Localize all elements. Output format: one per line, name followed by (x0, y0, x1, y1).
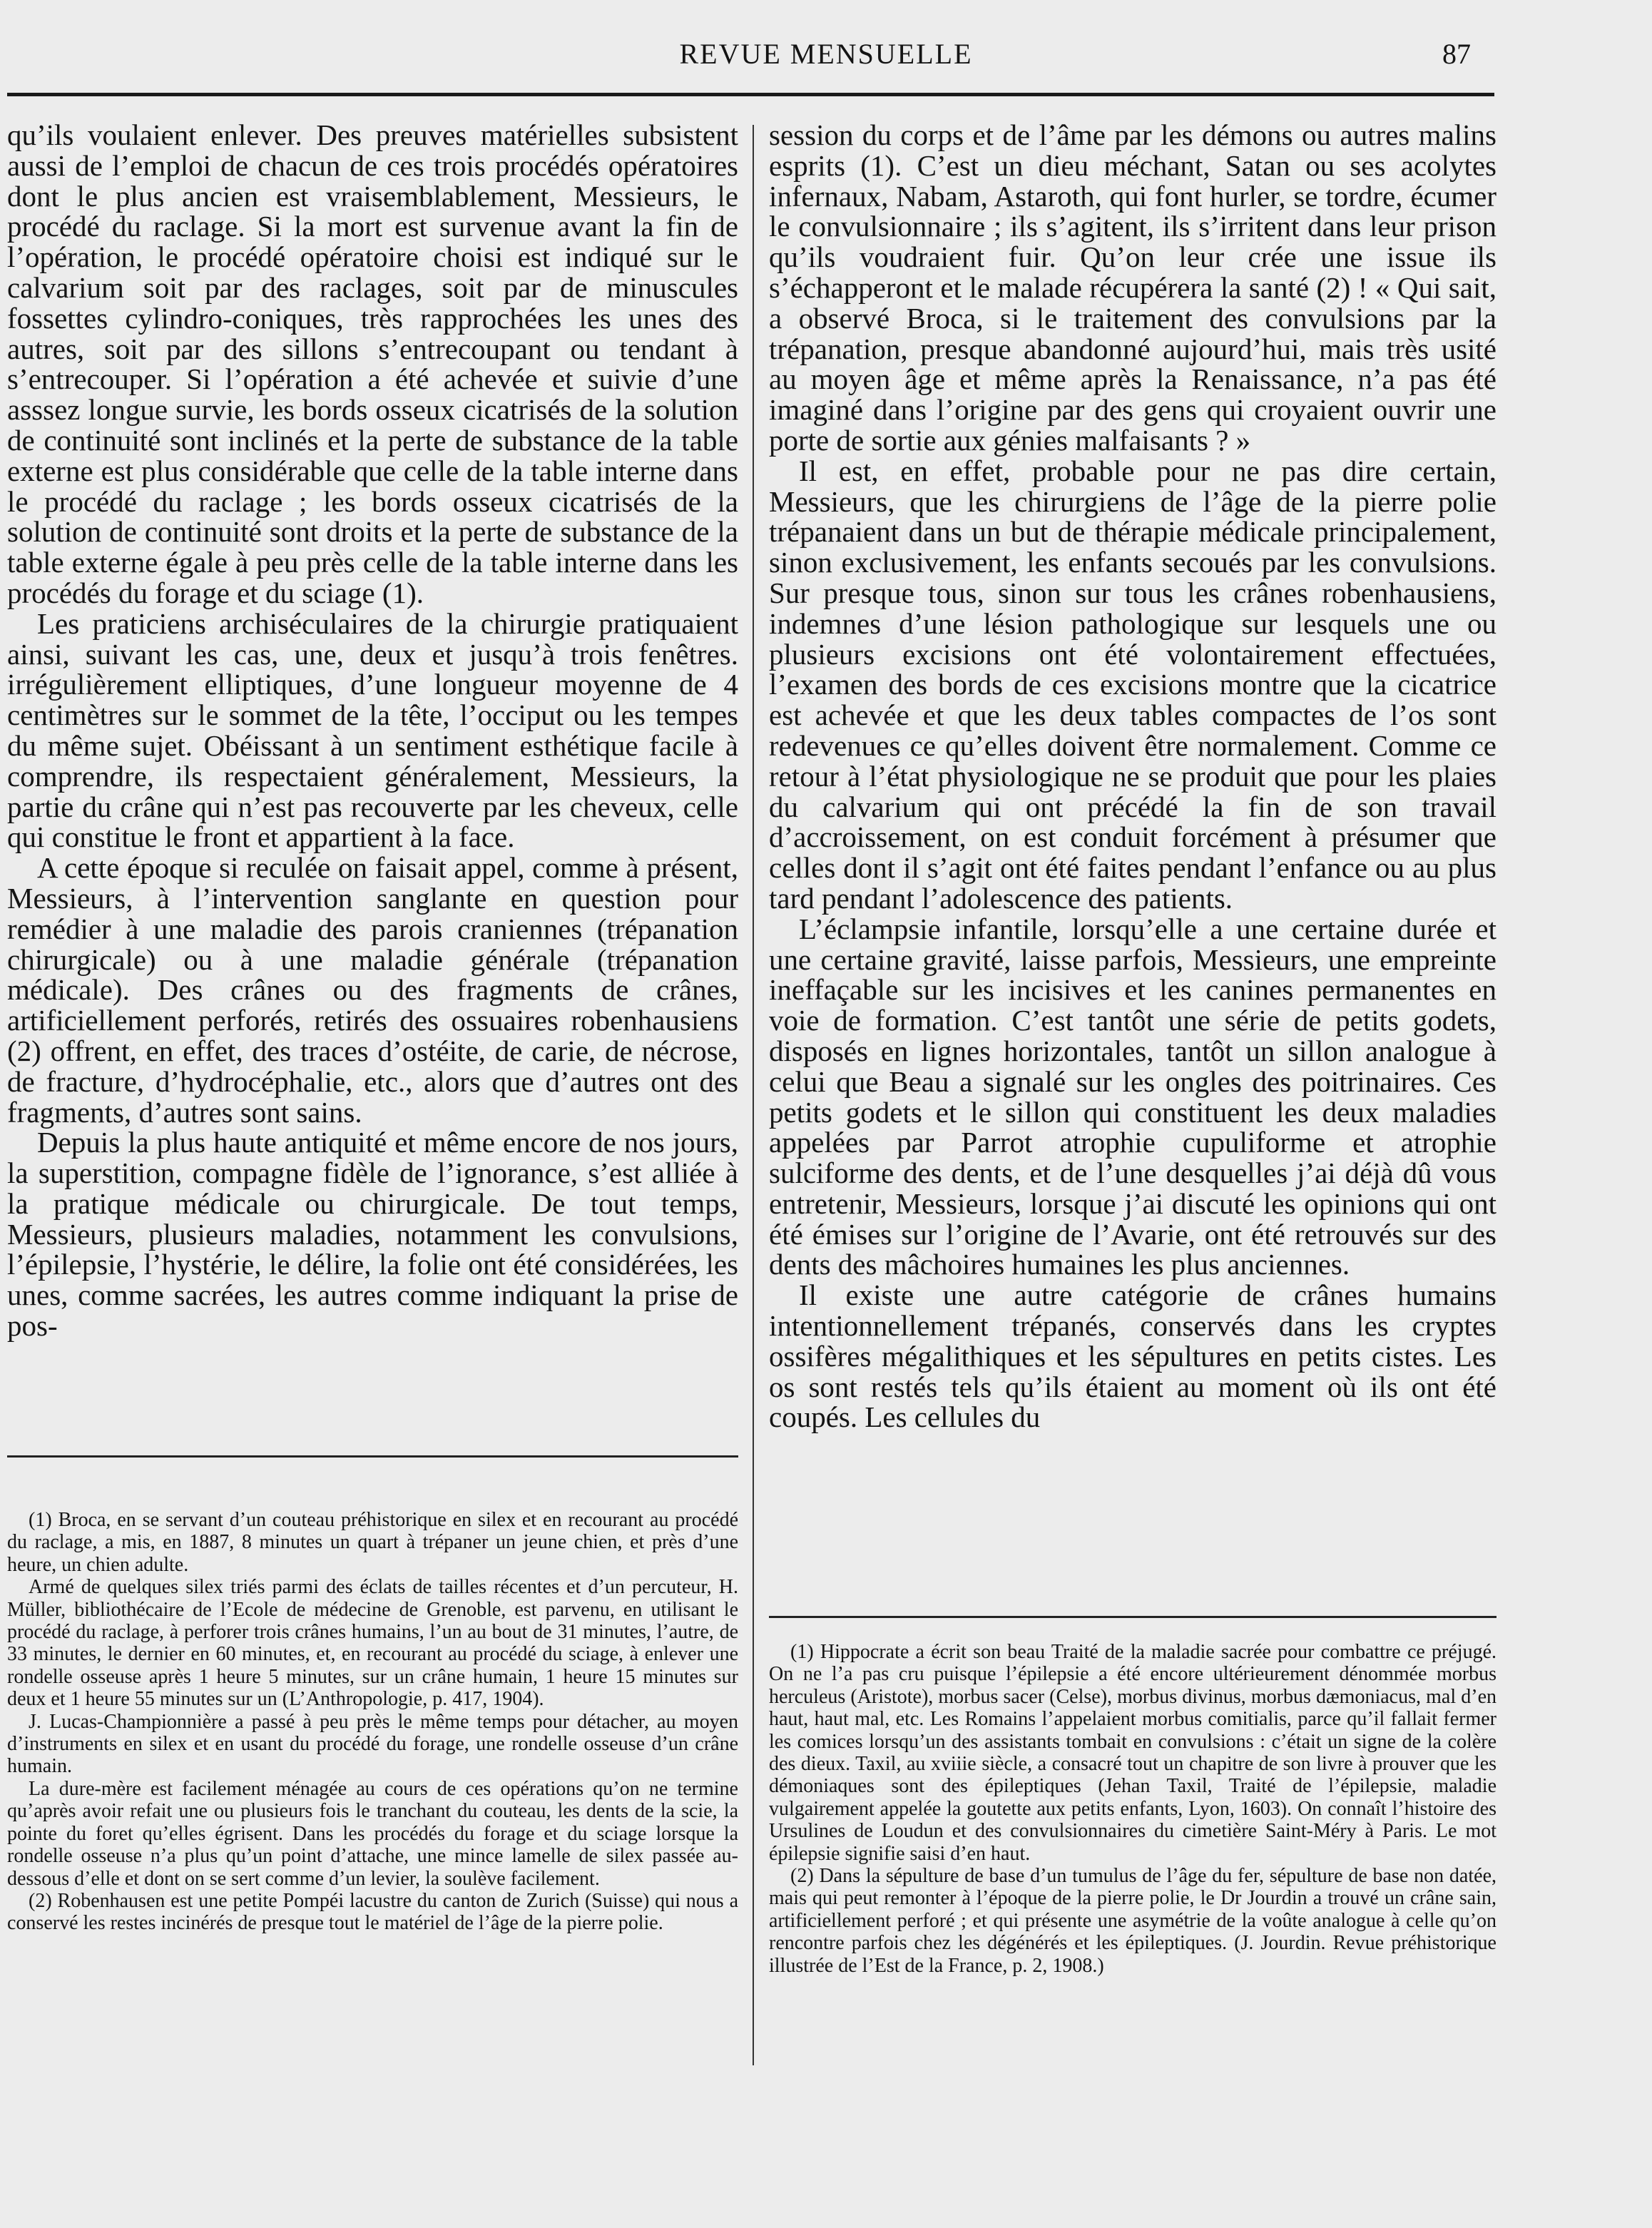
footnote: La dure-mère est facilement ménagée au cours de ces opérations qu’on ne termine qu’après avoir refait une ou plusieurs fois le tranchant du couteau, les dents de la scie, la pointe du foret qu’elles égrisent. Dans les procédés du forage et du sciage lorsque la rondelle osseuse n’a plus qu’un point d’attache, une mince lamelle de silex passée au-dessous d’elle et dont on se sert comme d’un levier, la soulève facilement. (7, 1777, 738, 1890)
paragraph: qu’ils voulaient enlever. Des preuves matérielles subsistent aussi de l’emploi de chacun de ces trois procédés opératoires dont le plus ancien est vraisemblablement, Messieurs, le procédé du raclage. Si la mort est survenue avant la fin de l’opération, le procédé opératoire choisi est indiqué sur le calvarium soit par des raclages, soit par de minuscules fossettes cylindro-coniques, très rapprochées les unes des autres, soit par des sillons s’entrecoupant ou tendant à s’entrecouper. Si l’opération a été achevée et suivie d’une asssez longue survie, les bords osseux cicatrisés de la solution de continuité sont inclinés et la perte de substance de la table externe est plus considérable que celle de la table interne dans le procédé du raclage ; les bords osseux cicatrisés de la solution de continuité sont droits et la perte de substance de la table externe égale à peu près celle de la table interne dans les procédés du forage et du sciage (1). (7, 118, 738, 609)
page-header (0, 37, 1652, 77)
paragraph: Les praticiens archiséculaires de la chirurgie pratiquaient ainsi, suivant les cas, une, deux et jusqu’à trois fenêtres. irrégulièrement elliptiques, d’une longueur moyenne de 4 centimètres sur le sommet de la tête, l’occiput ou les tempes du même sujet. Obéissant à un sentiment esthétique facile à comprendre, ils respectaient généralement, Messieurs, la partie du crâne qui n’est pas recouverte par les cheveux, celle qui constitue le front et appartient à la face. (7, 606, 738, 854)
header-rule (7, 93, 1494, 96)
left-footnotes (7, 1509, 738, 1935)
footnote: (2) Dans la sépulture de base d’un tumulus de l’âge du fer, sépulture de base non datée, mais qui peut remonter à l’époque de la pierre polie, le Dr Jourdin a trouvé un crâne sain, artificiellement perforé ; et qui présente une asymétrie de la voûte analogue à celle qu’on rencontre parfois chez les dégénérés et les épileptiques. (J. Jourdin. Revue préhistorique illustrée de l’Est de la France, p. 2, 1908.) (769, 1865, 1497, 1977)
paragraph: session du corps et de l’âme par les démons ou autres malins esprits (1). C’est un dieu méchant, Satan ou ses acolytes infernaux, Nabam, Astaroth, qui font hurler, se tordre, écumer le convulsionnaire ; ils s’agitent, ils s’irritent dans leur prison qu’ils voudraient fuir. Qu’on leur crée une issue ils s’échapperont et le malade récupérera la santé (2) ! « Qui sait, a observé Broca, si le traitement des convulsions par la trépanation, presque abandonné aujourd’hui, mais très usité au moyen âge et même après la Renaissance, n’a pas été imaginé dans l’origine par des gens qui croyaient ouvrir une porte de sortie aux génies malfaisants ? » (769, 118, 1497, 457)
running-title: REVUE MENSUELLE (679, 38, 973, 70)
left-column (7, 120, 738, 1341)
footnote: (1) Hippocrate a écrit son beau Traité de la maladie sacrée pour combattre ce préjugé. On ne l’a pas cru puisque l’épilepsie a été encore ultérieurement dénommée morbus herculeus (Aristote), morbus sacer (Celse), morbus divinus, morbus dæmoniacus, mal d’en haut, haut mal, etc. Les Romains l’appelaient morbus comitialis, parce qu’il fallait fermer les comices lorsqu’un des assistants tombait en convulsions : c’était un signe de la colère des dieux. Taxil, au xviiie siècle, a consacré tout un chapitre de son livre à prouver que les démoniaques sont des épileptiques (Jehan Taxil, Traité de l’épilepsie, maladie vulgairement appelée la goutette aux petits enfants, Lyon, 1603). On connaît l’histoire des Ursulines de Loudun et des convulsionnaires du cimetière Saint-Méry à Paris. Le mot épilepsie signifie saisi d’en haut. (769, 1641, 1497, 1865)
footnote-rule (769, 1616, 1497, 1618)
paragraph: Depuis la plus haute antiquité et même encore de nos jours, la superstition, compagne fidèle de l’ignorance, s’est alliée à la pratique médicale ou chirurgicale. De tout temps, Messieurs, plusieurs maladies, notamment les convulsions, l’épilepsie, l’hystérie, le délire, la folie ont été considérées, les unes, comme sacrées, les autres comme indiquant la prise de pos- (7, 1126, 738, 1343)
paragraph: Il est, en effet, probable pour ne pas dire certain, Messieurs, que les chirurgiens de l’âge de la pierre polie trépanaient dans un but de thérapie médicale principalement, sinon exclusivement, les enfants secoués par les convulsions. Sur presque tous, sinon sur tous les crânes robenhausiens, indemnes d’une lésion pathologique sur lesquels une ou plusieurs excisions ont été volontairement effectuées, l’examen des bords de ces excisions montre que la cicatrice est achevée et que les deux tables compactes de l’os sont redevenues ce qu’elles doivent être normalement. Comme ce retour à l’état physiologique ne se produit que pour les plaies du calvarium qui ont précédé la fin de son travail d’accroissement, on est conduit forcément à présumer que celles dont il s’agit ont été faites pendant l’enfance ou au plus tard pendant l’adolescence des patients. (769, 454, 1497, 915)
paragraph: L’éclampsie infantile, lorsqu’elle a une certaine durée et une certaine gravité, laisse parfois, Messieurs, une empreinte ineffaçable sur les incisives et les canines permanentes en voie de formation. C’est tantôt une série de petits godets, disposés en lignes horizontales, tantôt un sillon analogue à celui que Beau a signalé sur les ongles des poitrinaires. Ces petits godets et le sillon qui constituent les deux maladies appelées par Parrot atrophie cupuliforme et atrophie sulciforme des dents, et de l’une desquelles j’ai déjà dû vous entretenir, Messieurs, lorsque j’ai discuté les opinions qui ont été émises sur l’origine de l’Avarie, ont été retrouvés sur des dents des mâchoires humaines les plus anciennes. (769, 912, 1497, 1281)
footnote: J. Lucas-Championnière a passé à peu près le même temps pour détacher, au moyen d’instruments en silex et en usant du procédé du forage, une rondelle osseuse d’un crâne humain. (7, 1710, 738, 1778)
column-divider (753, 125, 754, 2065)
footnote-rule (7, 1455, 738, 1458)
footnote: (2) Robenhausen est une petite Pompéi lacustre du canton de Zurich (Suisse) qui nous a conservé les restes incinérés de presque tout le matériel de l’âge de la pierre polie. (7, 1889, 738, 1935)
footnote: (1) Broca, en se servant d’un couteau préhistorique en silex et en recourant au procédé du raclage, a mis, en 1887, 8 minutes un quart à trépaner un jeune chien, et près d’une heure, un chien adulte. (7, 1509, 738, 1576)
right-column (769, 120, 1497, 1433)
paragraph: A cette époque si reculée on faisait appel, comme à présent, Messieurs, à l’intervention sanglante en question pour remédier à une maladie des parois craniennes (trépanation chirurgicale) ou à une maladie générale (trépanation médicale). Des crânes ou des fragments de crânes, artificiellement perforés, retirés des ossuaires robenhausiens (2) offrent, en effet, des traces d’ostéite, de carie, de nécrose, de fracture, d’hydrocéphalie, etc., alors que d’autres ont des fragments, d’autres sont sains. (7, 851, 738, 1129)
right-footnotes (769, 1641, 1497, 1977)
page-number: 87 (1442, 38, 1471, 70)
paragraph: Il existe une autre catégorie de crânes humains intentionnellement trépanés, conservés dans les cryptes ossifères mégalithiques et les sépultures en petits cistes. Les os sont restés tels qu’ils étaient au moment où ils ont été coupés. Les cellules du (769, 1278, 1497, 1434)
footnote: Armé de quelques silex triés parmi des éclats de tailles récentes et d’un percuteur, H. Müller, bibliothécaire de l’Ecole de médecine de Grenoble, est parvenu, en utilisant le procédé du raclage, à perforer trois crânes humains, l’un au bout de 31 minutes, l’autre, de 33 minutes, le dernier en 60 minutes, et, en recourant au procédé du sciage, à enlever une rondelle osseuse après 1 heure 5 minutes, sur un crâne humain, 1 heure 15 minutes sur deux et 1 heure 55 minutes sur un (L’Anthropologie, p. 417, 1904). (7, 1576, 738, 1711)
